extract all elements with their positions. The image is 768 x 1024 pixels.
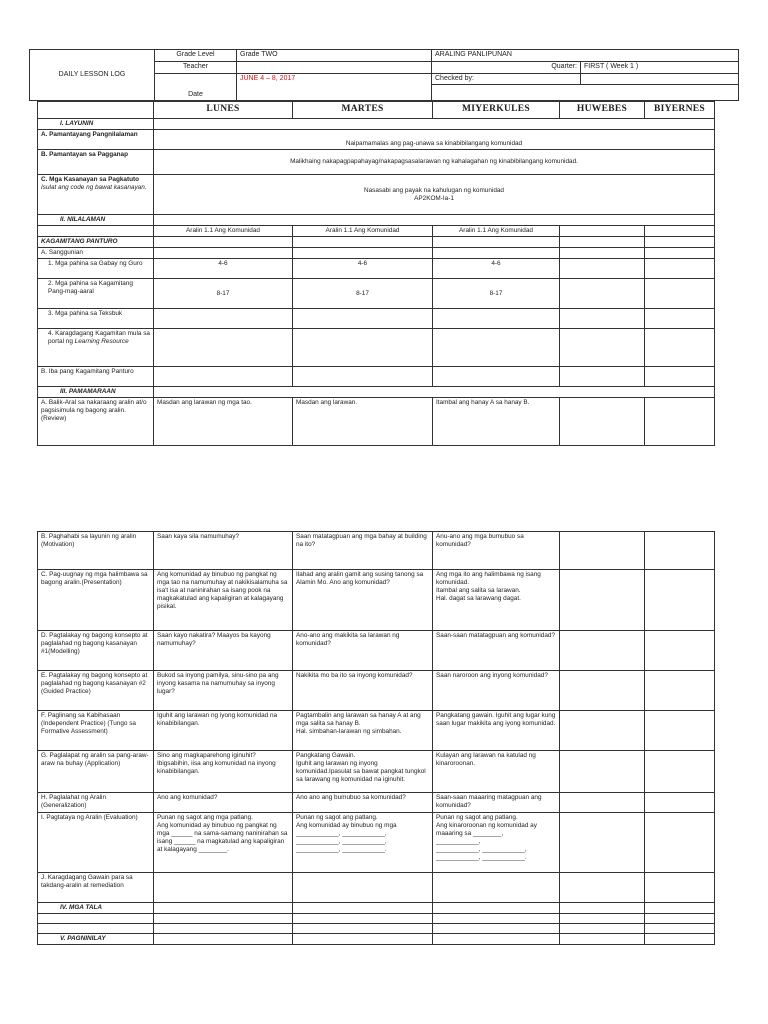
pamantayan-sa-pagganap-value: Malikhaing nakapagpapahayag/nakapagsasalarawan ng kahalagahan ng kinabibilangang komunidad. — [154, 150, 715, 175]
section-nilalaman: II. NILALAMAN — [38, 215, 154, 226]
empty-cell — [560, 793, 645, 813]
empty-cell — [154, 903, 293, 914]
nilalaman-miyerkules: Aralin 1.1 Ang Komunidad — [433, 226, 560, 237]
empty-cell — [560, 237, 645, 248]
empty-cell — [433, 934, 560, 945]
blank-corner — [38, 102, 154, 119]
application-lunes: Sino ang magkaparehong iginuhit? Ibigsabihin, iisa ang komunidad na inyong kinabibilangan. — [154, 751, 293, 793]
empty-cell — [560, 259, 645, 279]
empty-cell — [560, 309, 645, 329]
empty-cell — [560, 532, 645, 570]
nilalaman-blank — [38, 226, 154, 237]
empty-cell — [433, 914, 560, 924]
daily-lesson-log-title: DAILY LESSON LOG — [30, 50, 155, 101]
teksbuk-label: 3. Mga pahina sa Teksbuk — [38, 309, 154, 329]
empty-cell — [38, 914, 154, 924]
empty-cell — [560, 570, 645, 631]
nilalaman-biyernes — [645, 226, 715, 237]
mag-aaral-martes: 8-17 — [293, 279, 433, 309]
empty-cell — [645, 570, 715, 631]
empty-cell — [560, 398, 645, 446]
section-mga-tala: IV. MGA TALA — [38, 903, 154, 914]
independent-practice-label: F. Paglinang sa Kabihasaan (Independent Practice) (Tungo sa Formative Assessment) — [38, 711, 154, 751]
section-layunin: I. LAYUNIN — [38, 119, 154, 130]
application-miyerkules: Kulayan ang larawan na katulad ng kinaroroonan. — [433, 751, 560, 793]
date-label: Date — [155, 73, 237, 101]
empty-cell — [560, 248, 645, 259]
presentation-lunes: Ang komunidad ay binubuo ng pangkat ng mga tao na namumuhay at nakikisalamuha sa isa't isa at naninirahan sa isang pook na magkakatulad ang kapaligiran at kalagayang pisikal. — [154, 570, 293, 631]
pamamaraan-span — [154, 387, 715, 398]
empty-cell — [154, 329, 293, 367]
grade-level-label: Grade Level — [155, 50, 237, 62]
section-pagninilay: V. PAGNINILAY — [38, 934, 154, 945]
guided-practice-label: E. Pagtalakay ng bagong konsepto at paglalahad ng bagong kasanayan #2 (Guided Practice) — [38, 671, 154, 711]
day-header-biyernes: BIYERNES — [645, 102, 715, 119]
modelling-miyerkules: Saan-saan matatagpuan ang komunidad? — [433, 631, 560, 671]
lesson-table-page2 — [37, 531, 715, 945]
empty-cell — [154, 914, 293, 924]
empty-cell — [154, 924, 293, 934]
guided-practice-lunes: Bukod sa inyong pamilya, sinu-sino pa ang inyong kasama na namumuhay sa inyong lugar? — [154, 671, 293, 711]
section-pamamaraan: III. PAMAMARAAN — [38, 387, 154, 398]
motivation-label: B. Paghahabi sa layunin ng aralin (Motivation) — [38, 532, 154, 570]
empty-cell — [645, 934, 715, 945]
subject-value: ARALING PANLIPUNAN — [432, 50, 739, 62]
empty-cell — [645, 248, 715, 259]
empty-cell — [560, 934, 645, 945]
empty-cell — [560, 751, 645, 793]
empty-cell — [293, 367, 433, 387]
empty-cell — [293, 914, 433, 924]
teacher-label: Teacher — [155, 61, 237, 73]
layunin-span — [154, 119, 715, 130]
empty-cell — [433, 367, 560, 387]
quarter-label: Quarter: — [432, 61, 581, 73]
nilalaman-lunes: Aralin 1.1 Ang Komunidad — [154, 226, 293, 237]
day-header-martes: MARTES — [293, 102, 433, 119]
balik-aral-lunes: Masdan ang larawan ng mga tao. — [154, 398, 293, 446]
modelling-lunes: Saan kayo nakatira? Maayos ba kayong namumuhay? — [154, 631, 293, 671]
empty-cell — [433, 309, 560, 329]
karagdagang-kagamitan-text: 4. Karagdagang Kagamitan mula sa portal ng — [48, 330, 150, 345]
pamantayan-sa-pagganap-label: B. Pamantayan sa Pagganap — [38, 150, 154, 175]
grade-level-value: Grade TWO — [237, 50, 432, 62]
empty-cell — [293, 924, 433, 934]
lesson-table-page1 — [37, 101, 715, 446]
balik-aral-miyerkules: Itambal ang hanay A sa hanay B. — [433, 398, 560, 446]
empty-cell — [560, 279, 645, 309]
sanggunian-label: A. Sanggunian — [38, 248, 154, 259]
learning-resource-text: Learning Resource — [74, 338, 129, 345]
empty-cell — [645, 903, 715, 914]
guided-practice-martes: Nakikita mo ba ito sa inyong komunidad? — [293, 671, 433, 711]
empty-cell — [560, 924, 645, 934]
iba-pang-kagamitan-label: B. Iba pang Kagamitang Panturo — [38, 367, 154, 387]
modelling-label: D. Pagtalakay ng bagong konsepto at paglalahad ng bagong kasanayan #1(Modelling) — [38, 631, 154, 671]
empty-cell — [645, 813, 715, 873]
generalization-label: H. Paglalahat ng Aralin (Generalization) — [38, 793, 154, 813]
empty-cell — [645, 914, 715, 924]
empty-cell — [433, 924, 560, 934]
remediation-label: J. Karagdagang Gawain para sa takdang-aralin at remediation — [38, 873, 154, 903]
empty-cell — [560, 813, 645, 873]
header-table — [29, 49, 739, 101]
empty-cell — [433, 873, 560, 903]
evaluation-miyerkules: Punan ng sagot ang patlang. Ang kinaroroonan ng komunidad ay maaaring sa ________, ____________, ____________, ____________, ____________, ____________. — [433, 813, 560, 873]
generalization-lunes: Ano ang komunidad? — [154, 793, 293, 813]
empty-cell — [645, 237, 715, 248]
gabay-guro-lunes: 4-6 — [154, 259, 293, 279]
empty-cell — [433, 329, 560, 367]
empty-cell — [154, 237, 293, 248]
motivation-martes: Saan matatagpuan ang mga bahay at building na ito? — [293, 532, 433, 570]
empty-cell — [560, 671, 645, 711]
empty-cell — [154, 367, 293, 387]
motivation-miyerkules: Anu-ano ang mga bumubuo sa komunidad? — [433, 532, 560, 570]
empty-cell — [645, 924, 715, 934]
balik-aral-label: A. Balik-Aral sa nakaraang aralin at/o pagsisimula ng bagong aralin.(Review) — [38, 398, 154, 446]
guided-practice-miyerkules: Saan naroroon ang inyong komunidad? — [433, 671, 560, 711]
independent-practice-lunes: Iguhit ang larawan ng iyong komunidad na kinabibilangan. — [154, 711, 293, 751]
presentation-martes: Ilahad ang aralin gamit ang susing tanong sa Alamin Mo. Ano ang komunidad? — [293, 570, 433, 631]
application-martes: Pangkatang Gawain. Iguhit ang larawan ng inyong komunidad.Ipasulat sa bawat pangkat tungkol sa larawang ng komunidad na iginuhit. — [293, 751, 433, 793]
checked-by-space — [432, 85, 739, 101]
empty-cell — [38, 924, 154, 934]
empty-cell — [560, 873, 645, 903]
kasanayan-code: AP2KOM-Ia-1 — [414, 194, 454, 202]
empty-cell — [293, 903, 433, 914]
independent-practice-miyerkules: Pangkatang gawain. Iguhit ang lugar kung saan lugar makikita ang iyong komunidad. — [433, 711, 560, 751]
balik-aral-martes: Masdan ang larawan. — [293, 398, 433, 446]
empty-cell — [645, 309, 715, 329]
generalization-miyerkules: Saan-saan maaaring matagpuan ang komunidad? — [433, 793, 560, 813]
empty-cell — [645, 751, 715, 793]
empty-cell — [645, 711, 715, 751]
empty-cell — [645, 259, 715, 279]
modelling-martes: Ano-ano ang makikita sa larawan ng komunidad? — [293, 631, 433, 671]
pamantayang-pangnilalaman-value: Naipamamalas ang pag-unawa sa kinabibilangang komunidad — [154, 130, 715, 150]
evaluation-label: I. Pagtataya ng Aralin (Evaluation) — [38, 813, 154, 873]
empty-cell — [154, 934, 293, 945]
gabay-guro-martes: 4-6 — [293, 259, 433, 279]
empty-cell — [560, 367, 645, 387]
day-header-miyerkules: MIYERKULES — [433, 102, 560, 119]
empty-cell — [645, 367, 715, 387]
kasanayan-value-cell — [154, 175, 715, 215]
quarter-value: FIRST ( Week 1 ) — [581, 61, 739, 73]
empty-cell — [154, 873, 293, 903]
nilalaman-span — [154, 215, 715, 226]
empty-cell — [560, 903, 645, 914]
day-header-huwebes: HUWEBES — [560, 102, 645, 119]
mag-aaral-lunes: 8-17 — [154, 279, 293, 309]
empty-cell — [154, 309, 293, 329]
presentation-miyerkules: Ang mga ito ang halimbawa ng isang komunidad. Itambal ang salita sa larawan. Hal. dagat sa larawang dagat. — [433, 570, 560, 631]
empty-cell — [293, 934, 433, 945]
teacher-value — [237, 61, 432, 73]
independent-practice-martes: Pagtambalin ang larawan sa hanay A at ang mga salita sa hanay B. Hal. simbahan-larawan ng simbahan. — [293, 711, 433, 751]
empty-cell — [433, 248, 560, 259]
empty-cell — [645, 279, 715, 309]
empty-cell — [293, 329, 433, 367]
empty-cell — [293, 873, 433, 903]
empty-cell — [645, 631, 715, 671]
karagdagang-kagamitan-label — [38, 329, 154, 367]
nilalaman-martes: Aralin 1.1 Ang Komunidad — [293, 226, 433, 237]
empty-cell — [645, 398, 715, 446]
kasanayan-label-cell — [38, 175, 154, 215]
kasanayan-value: Nasasabi ang payak na kahulugan ng komunidad — [364, 186, 504, 194]
checked-by-value — [581, 73, 739, 85]
nilalaman-huwebes — [560, 226, 645, 237]
empty-cell — [645, 532, 715, 570]
empty-cell — [293, 237, 433, 248]
day-header-lunes: LUNES — [154, 102, 293, 119]
checked-by-label: Checked by: — [432, 73, 581, 85]
section-kagamitang-panturo: KAGAMITANG PANTURO — [38, 237, 154, 248]
empty-cell — [645, 671, 715, 711]
gabay-guro-miyerkules: 4-6 — [433, 259, 560, 279]
empty-cell — [560, 914, 645, 924]
presentation-label: C. Pag-uugnay ng mga halimbawa sa bagong aralin.(Presentation) — [38, 570, 154, 631]
kasanayan-sa-pagkatuto-label: C. Mga Kasanayan sa Pagkatuto — [41, 176, 140, 183]
empty-cell — [433, 237, 560, 248]
kasanayan-code-note: Isulat ang code ng bawat kasanayan. — [41, 184, 147, 191]
empty-cell — [560, 329, 645, 367]
date-value: JUNE 4 – 8, 2017 — [237, 73, 432, 101]
mag-aaral-label: 2. Mga pahina sa Kagamitang Pang-mag-aaral — [38, 279, 154, 309]
pamantayang-pangnilalaman-label: A. Pamantayang Pangnilalaman — [38, 130, 154, 150]
empty-cell — [433, 903, 560, 914]
empty-cell — [645, 873, 715, 903]
empty-cell — [645, 793, 715, 813]
application-label: G. Paglalapat ng aralin sa pang-araw-araw na buhay (Application) — [38, 751, 154, 793]
empty-cell — [560, 711, 645, 751]
evaluation-martes: Punan ng sagot ang patlang. Ang komunidad ay binubuo ng mga ____________, ____________, ____________, ____________, ____________, ____________. — [293, 813, 433, 873]
generalization-martes: Ano ano ang bumubuo sa komunidad? — [293, 793, 433, 813]
empty-cell — [293, 309, 433, 329]
empty-cell — [560, 631, 645, 671]
empty-cell — [293, 248, 433, 259]
empty-cell — [645, 329, 715, 367]
mag-aaral-miyerkules: 8-17 — [433, 279, 560, 309]
evaluation-lunes: Punan ng sagot ang mga patlang. Ang komunidad ay binubuo ng pangkat ng mga ______ na sama-samang naninirahan sa isang ______ na magkatulad ang kapaligiran at kalagayang ________. — [154, 813, 293, 873]
motivation-lunes: Saan kaya sila namumuhay? — [154, 532, 293, 570]
gabay-guro-label: 1. Mga pahina sa Gabay ng Guro — [38, 259, 154, 279]
empty-cell — [154, 248, 293, 259]
